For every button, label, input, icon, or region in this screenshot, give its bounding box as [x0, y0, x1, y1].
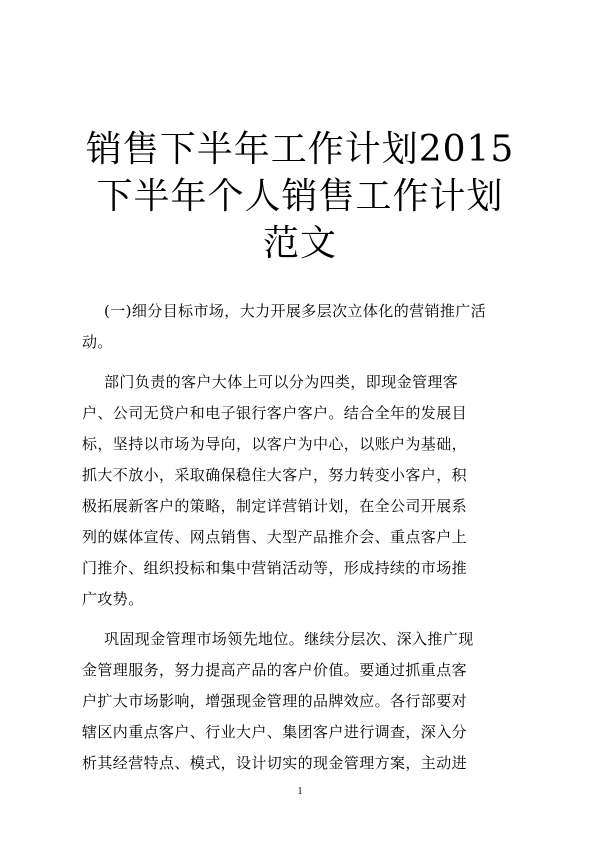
document-body — [82, 296, 522, 779]
title-line-3: 范文 — [262, 223, 337, 265]
paragraph-line: 析其经营特点、模式，设计切实的现金管理方案，主动进 — [82, 754, 468, 772]
paragraph-line: 金管理服务，努力提高产品的客户价值。要通过抓重点客 — [82, 661, 468, 679]
paragraph-line: 动。 — [82, 333, 113, 351]
title-line-1: 销售下半年工作计划2015 — [85, 129, 515, 171]
paragraph-line: 列的媒体宣传、网点销售、大型产品推介会、重点客户上 — [82, 528, 468, 546]
paragraph-3 — [82, 624, 522, 779]
document-title — [80, 126, 520, 267]
paragraph-line: 广攻势。 — [82, 590, 144, 608]
paragraph-line: 户、公司无贷户和电子银行客户客户。结合全年的发展目 — [82, 404, 468, 422]
paragraph-line: 部门负责的客户大体上可以分为四类，即现金管理客 — [104, 373, 459, 391]
paragraph-1 — [82, 296, 522, 358]
paragraph-line: 标，坚持以市场为导向，以客户为中心，以账户为基础， — [82, 435, 468, 453]
paragraph-line: 抓大不放小，采取确保稳住大客户，努力转变小客户，积 — [82, 466, 468, 484]
paragraph-line: 巩固现金管理市场领先地位。继续分层次、深入推广现 — [104, 630, 474, 648]
page-number: 1 — [297, 786, 303, 797]
paragraph-2 — [82, 367, 522, 615]
paragraph-line: 极拓展新客户的策略，制定详营销计划，在全公司开展系 — [82, 497, 468, 515]
paragraph-line: 户扩大市场影响，增强现金管理的品牌效应。各行部要对 — [82, 692, 468, 710]
title-line-2: 下半年个人销售工作计划 — [96, 176, 504, 218]
paragraph-line: 辖区内重点客户、行业大户、集团客户进行调查，深入分 — [82, 723, 468, 741]
paragraph-line: (一)细分目标市场，大力开展多层次立体化的营销推广活 — [104, 302, 487, 320]
paragraph-line: 门推介、组织投标和集中营销活动等，形成持续的市场推 — [82, 559, 468, 577]
